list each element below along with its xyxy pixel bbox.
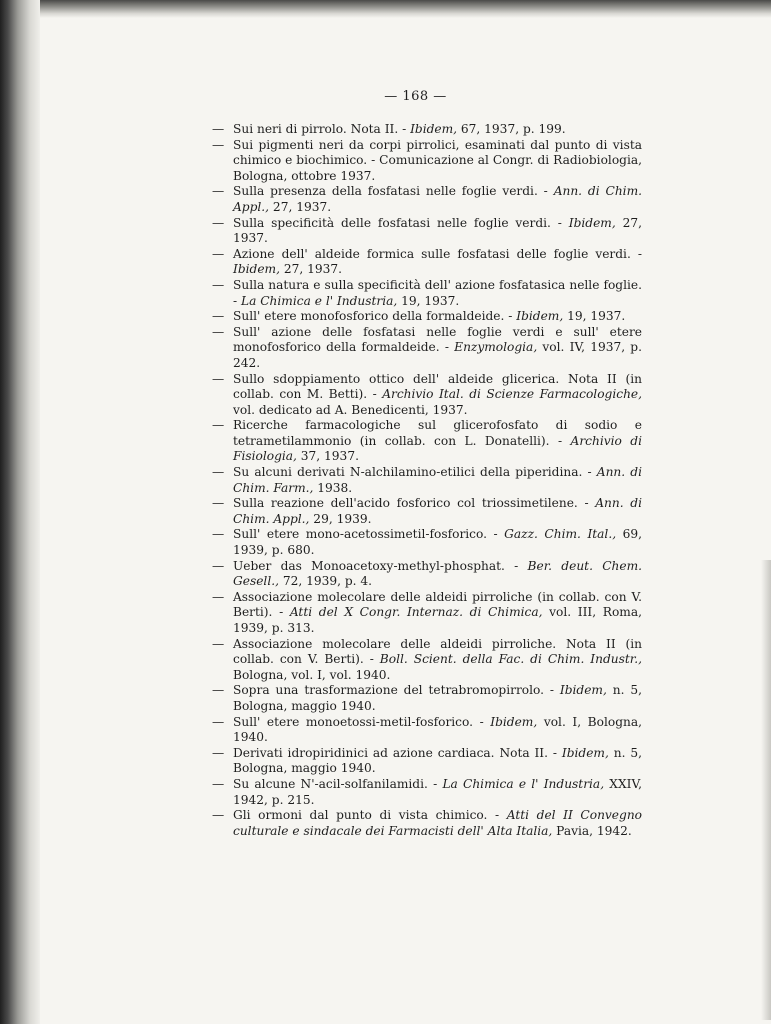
entry-details: 29, 1939. (309, 511, 372, 526)
entry-title: Derivati idropiridinici ad azione cardiaca. Nota II. - (233, 745, 562, 760)
entry-dash: — (212, 465, 225, 480)
entry-title: Sullo sdoppiamento ottico dell' aldeide glicerica. Nota II (in collab. con M. Betti). - (233, 371, 642, 402)
page-number: — 168 — (384, 89, 447, 104)
bibliography-entry (212, 184, 642, 215)
entry-details: vol. IV, 1937, p. 242. (233, 340, 642, 370)
entry-title: Su alcuni derivati N-alchilamino-etilici della piperidina. - (233, 465, 597, 480)
entry-journal: Ann. di Chim. Appl., (233, 496, 642, 526)
entry-details: 19, 1937. (563, 309, 626, 324)
bibliography-entry (212, 309, 642, 325)
entry-journal: Archivio di Fisiologia, (233, 433, 642, 464)
entry-journal: Boll. Scient. della Fac. di Chim. Industr., (379, 652, 642, 667)
entry-journal: Ber. deut. Chem. Gesell., (233, 558, 643, 589)
entry-dash: — (212, 277, 225, 292)
bibliography-entry (212, 590, 642, 637)
entry-title: Sulla reazione dell'acido fosforico col triossimetilene. - (233, 496, 596, 511)
entry-dash: — (212, 808, 225, 823)
entry-dash: — (212, 589, 225, 604)
bibliography-entry (212, 278, 642, 309)
entry-journal: Enzymologia, (454, 340, 538, 355)
entry-dash: — (212, 745, 225, 760)
bibliography-entry (212, 683, 642, 714)
entry-dash: — (212, 714, 225, 729)
scan-shadow-left (0, 0, 40, 1024)
entry-dash: — (212, 776, 225, 791)
entry-details: 1938. (313, 480, 353, 495)
entry-details: vol. dedicato ad A. Benedicenti, 1937. (233, 402, 468, 417)
entry-journal: Ibidem, (559, 683, 607, 698)
bibliography-entry (212, 637, 642, 684)
entry-dash: — (212, 558, 225, 573)
entry-title: Sull' etere monoetossi-metil-fosforico. - (233, 714, 491, 729)
entry-dash: — (212, 324, 225, 339)
entry-details: XXIV, 1942, p. 215. (233, 776, 643, 807)
entry-details: Pavia, 1942. (552, 823, 632, 838)
entry-title: Sull' azione delle fosfatasi nelle foglie verdi e sull' etere monofosforico della formaldeide. - (233, 324, 642, 355)
entry-dash: — (212, 636, 225, 651)
entry-details: 27, 1937. (279, 262, 342, 277)
entry-title: Azione dell' aldeide formica sulle fosfatasi delle foglie verdi. - (233, 246, 642, 261)
entry-journal: Ibidem, (568, 215, 616, 230)
bibliography-entry (212, 216, 642, 247)
entry-journal: Atti del X Congr. Internaz. di Chimica, (289, 605, 543, 620)
bibliography-entry (212, 559, 642, 590)
bibliography-entry (212, 496, 642, 527)
entry-details: 69, 1939, p. 680. (233, 527, 642, 558)
entry-dash: — (212, 184, 225, 199)
entry-journal: La Chimica e l' Industria, (442, 776, 605, 791)
bibliography-entry (212, 247, 642, 278)
scan-shadow-right (761, 560, 771, 1020)
entry-dash: — (212, 309, 225, 324)
bibliography-entry (212, 325, 642, 372)
bibliography-entry (212, 808, 642, 839)
entry-journal: Archivio Ital. di Scienze Farmacologiche, (382, 387, 643, 402)
entry-details: n. 5, Bologna, maggio 1940. (233, 683, 642, 713)
entry-title: Sulla presenza della fosfatasi nelle foglie verdi. - (233, 184, 554, 199)
entry-journal: Ibidem, (233, 262, 280, 277)
bibliography-entry (212, 122, 642, 138)
entry-title: Ricerche farmacologiche sul glicerofosfato di sodio e tetrametilammonio (in collab. con L. Donatelli). - (233, 418, 642, 448)
entry-details: 37, 1937. (296, 449, 359, 464)
entry-dash: — (212, 371, 225, 386)
entry-title: Associazione molecolare delle aldeidi pirroliche (in collab. con V. Berti). - (233, 589, 642, 620)
bibliography-entry (212, 138, 642, 185)
entry-title: Sui neri di pirrolo. Nota II. - (233, 122, 411, 136)
entry-journal: La Chimica e l' Industria, (241, 293, 398, 308)
scan-shadow-top (40, 0, 771, 18)
entry-dash: — (212, 122, 225, 136)
entry-details: vol. I, Bologna, 1940. (233, 714, 642, 745)
entry-title: Su alcune N'-acil-solfanilamidi. - (233, 776, 443, 791)
bibliography-entry (212, 715, 642, 746)
entry-journal: Gazz. Chim. Ital., (504, 527, 617, 542)
entry-details: 19, 1937. (397, 293, 460, 308)
entry-dash: — (212, 418, 225, 433)
entry-details: 27, 1937. (233, 215, 642, 246)
entry-title: Sull' etere mono-acetossimetil-fosforico. - (233, 527, 505, 542)
bibliography-entry (212, 465, 642, 496)
entry-journal: Ibidem, (516, 309, 564, 324)
bibliography-list (212, 122, 642, 839)
entry-details: n. 5, Bologna, maggio 1940. (233, 745, 642, 776)
bibliography-entry (212, 777, 642, 808)
entry-journal: Ibidem, (561, 745, 609, 760)
entry-dash: — (212, 527, 225, 542)
entry-title: Sull' etere monofosforico della formaldeide. - (233, 309, 517, 324)
entry-dash: — (212, 496, 225, 511)
entry-journal: Ann. di Chim. Farm., (233, 465, 642, 495)
entry-title: Sulla specificità delle fosfatasi nelle foglie verdi. - (233, 215, 569, 230)
entry-title: Gli ormoni dal punto di vista chimico. - (233, 808, 507, 823)
entry-details: 67, 1937, p. 199. (457, 122, 566, 136)
bibliography-entry (212, 527, 642, 558)
entry-details: 72, 1939, p. 4. (278, 574, 373, 589)
entry-dash: — (212, 215, 225, 230)
entry-journal: Ibidem, (410, 122, 458, 136)
entry-dash: — (212, 683, 225, 698)
entry-title: Ueber das Monoacetoxy-methyl-phosphat. - (233, 558, 528, 573)
entry-dash: — (212, 137, 225, 152)
entry-details: 27, 1937. (269, 199, 332, 214)
bibliography-entry (212, 372, 642, 419)
entry-details: vol. III, Roma, 1939, p. 313. (233, 605, 642, 635)
entry-dash: — (212, 246, 225, 261)
bibliography-entry (212, 746, 642, 777)
entry-title: Associazione molecolare delle aldeidi pirroliche. Nota II (in collab. con V. Berti). - (233, 636, 642, 667)
bibliography-entry (212, 418, 642, 465)
entry-journal: Ibidem, (490, 714, 538, 729)
entry-details: Bologna, vol. I, vol. 1940. (233, 667, 391, 682)
entry-journal: Atti del II Convegno culturale e sindacale dei Farmacisti dell' Alta Italia, (233, 808, 643, 838)
entry-journal: Ann. di Chim. Appl., (233, 184, 643, 214)
entry-title: Sui pigmenti neri da corpi pirrolici, esaminati dal punto di vista chimico e biochimico. - Comunicazione al Congr. di Radiobiologia, Bologna, ottobre 1937. (233, 137, 642, 183)
entry-title: Sopra una trasformazione del tetrabromopirrolo. - (233, 683, 560, 698)
entry-title: Sulla natura e sulla specificità dell' azione fosfatasica nelle foglie. - (233, 277, 642, 308)
